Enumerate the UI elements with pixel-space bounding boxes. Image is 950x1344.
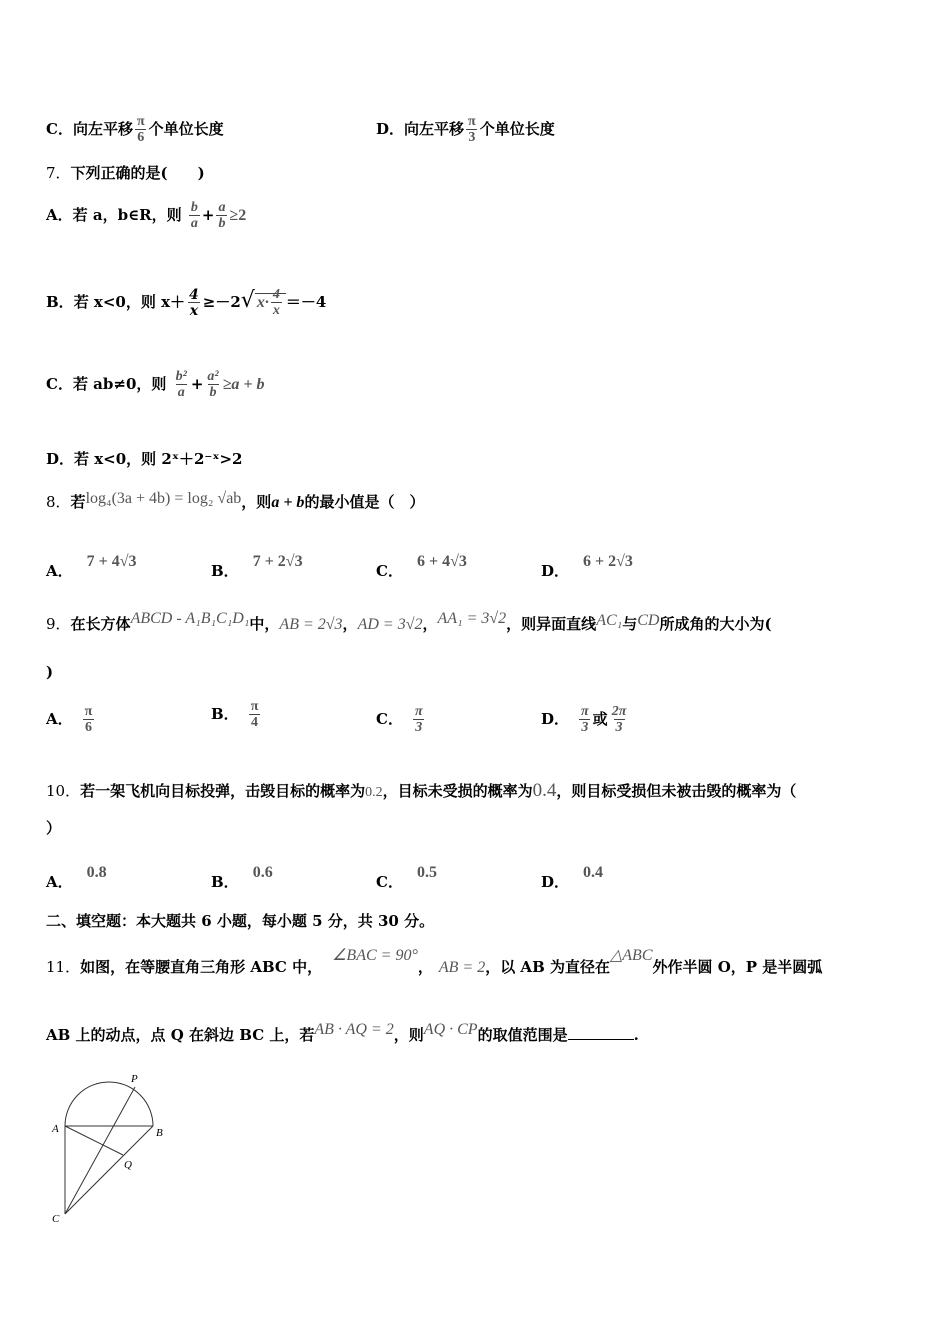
fraction: $\frac{\pi}{6}$ [136, 114, 145, 145]
q7-stem: 7．下列正确的是( ) [46, 164, 205, 182]
q10-option-b: B．0.6 [211, 864, 273, 891]
answer-blank[interactable] [568, 1025, 634, 1040]
q7-option-c: C．若 ab≠0，则 $\frac{\text{b²}}{a}$ + $\frac{\text{a²}}{b}$ ≥a + b [46, 369, 265, 400]
segment-aq [65, 1126, 123, 1155]
q8-option-b: B．7 + 2√3 [211, 553, 303, 580]
q10-option-a: A．0.8 [46, 864, 107, 891]
q11-stem-line2: AB 上的动点，点 Q 在斜边 BC 上，若AB · AQ = 2，则AQ · CP的取值范围是 . [46, 1021, 639, 1044]
label-q: Q [124, 1159, 132, 1171]
q7-option-d: D．若 x<0，则 2ˣ＋2⁻ˣ>2 [46, 450, 243, 468]
semicircle-arc [65, 1082, 153, 1126]
q9-option-b: B． $\frac{\pi}{4}$ [211, 699, 259, 730]
q9-option-d: D． $\frac{\pi}{3}$ 或 $\frac{2\pi}{3}$ [541, 704, 627, 735]
q11-stem-line1: 11．如图，在等腰直角三角形 ABC 中，∠BAC = 90°， AB = 2，以 AB 为直径在△ABC外作半圆 O，P 是半圆弧 [46, 947, 823, 976]
q10-option-c: C．0.5 [376, 864, 437, 891]
label-c: C [52, 1213, 60, 1225]
segment-bc [65, 1126, 153, 1214]
label-a: A [52, 1123, 59, 1135]
fraction: $\frac{\pi}{3}$ [468, 114, 476, 145]
q7-option-a: A．若 a，b∈R，则 $\frac{b}{a}$ + $\frac{a}{b}$ ≥2 [46, 200, 247, 231]
q10-option-d: D．0.4 [541, 864, 604, 891]
segment-cp [65, 1087, 135, 1214]
q8-option-a: A．7 + 4√3 [46, 553, 137, 580]
q9-stem-close: ) [46, 663, 54, 681]
q9-option-a: A． $\frac{\pi}{6}$ [46, 704, 93, 735]
q10-stem-close: ） [46, 819, 62, 837]
q6-option-d: D．向左平移 $\frac{\pi}{3}$ 个单位长度 [376, 114, 555, 145]
label-b: B [156, 1127, 163, 1139]
q8-option-d: D．6 + 2√3 [541, 553, 633, 580]
section-heading-fill-in: 二、填空题：本大题共 6 小题，每小题 5 分，共 30 分。 [46, 912, 435, 930]
q8-option-c: C．6 + 4√3 [376, 553, 467, 580]
q9-option-c: C． $\frac{\pi}{3}$ [376, 704, 423, 735]
label-p: P [131, 1073, 138, 1085]
q11-figure [40, 1065, 180, 1230]
q6-option-c: C．向左平移 $\frac{\pi}{6}$ 个单位长度 [46, 114, 224, 145]
q10-stem-line1: 10．若一架飞机向目标投弹，击毁目标的概率为0.2，目标未受损的概率为0.4，则目标受损但未被击毁的概率为（ [46, 780, 797, 801]
q7-option-b: B．若 x<0，则 x＋ $\frac{4}{x}$ ≥－2√ x· $\frac{4}{x}$ ＝－4 [46, 287, 327, 319]
q8-stem: 8．若log₄(3a + 4b) = log₂ √ab，则a + b的最小值是（ ） [46, 490, 425, 511]
q9-stem-line1: 9．在长方体ABCD - A₁B₁C₁D₁中，AB = 2√3，AD = 3√2，AA₁ = 3√2，则异面直线AC₁与CD所成角的大小为( [46, 610, 772, 633]
